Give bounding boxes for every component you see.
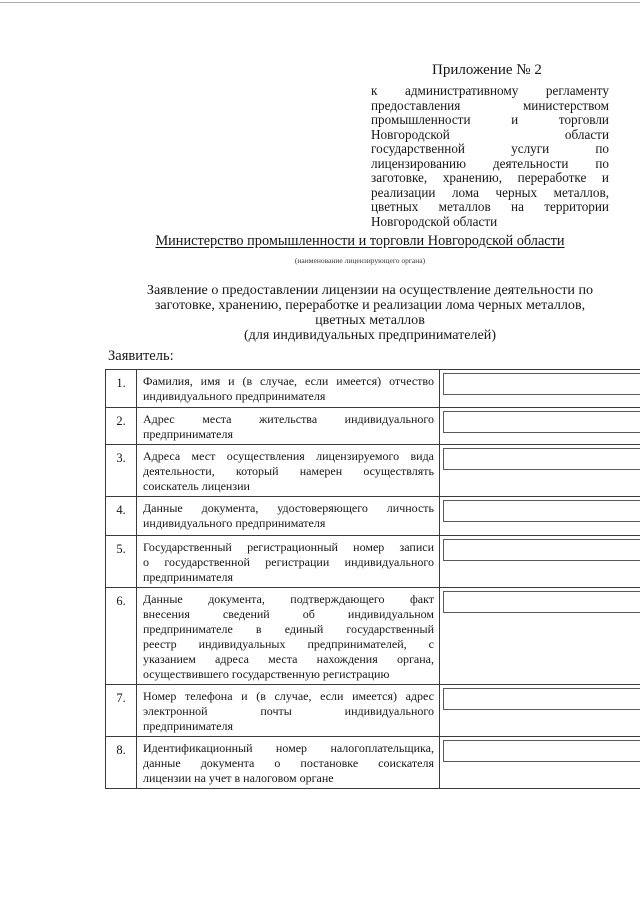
appendix-line: промышленности и торговли: [371, 113, 609, 127]
appendix-line: государственной услуги по: [371, 142, 609, 156]
row-description: [137, 370, 440, 408]
row-description-line: индивидуального предпринимателя: [143, 516, 326, 530]
applicant-form-table: [105, 369, 640, 789]
row-description: [137, 737, 440, 789]
appendix-line: к административному регламенту: [371, 84, 609, 98]
row-description-line: реестр индивидуальных предпринимателей, с: [143, 637, 434, 651]
row-number: 3.: [106, 445, 137, 497]
row-description-line: осуществившего государственную регистрацию: [143, 667, 390, 681]
row-description-line: лицензии на учет в налоговом органе: [143, 771, 334, 785]
row-description-line: соискатель лицензии: [143, 479, 250, 493]
row-value-field[interactable]: [443, 591, 640, 613]
row-description: [137, 588, 440, 685]
row-value-cell[interactable]: [440, 408, 640, 445]
statement-heading: [100, 283, 640, 343]
row-value-cell[interactable]: [440, 536, 640, 588]
row-description-line: о государственной регистрации индивидуального: [143, 555, 434, 569]
row-value-field[interactable]: [443, 448, 640, 470]
table-row: [106, 536, 640, 588]
row-number: 7.: [106, 685, 137, 737]
licensing-authority-caption: (наименование лицензирующего органа): [294, 256, 426, 265]
row-value-cell[interactable]: [440, 370, 640, 408]
row-number: 2.: [106, 408, 137, 445]
row-description: [137, 685, 440, 737]
scan-edge-line: [0, 2, 640, 3]
row-description-line: Данные документа, удостоверяющего личность: [143, 501, 434, 515]
row-description: [137, 445, 440, 497]
appendix-line: заготовке, хранению, переработке и: [371, 171, 609, 185]
row-description-line: указанием адреса места нахождения органа,: [143, 652, 434, 666]
row-value-field[interactable]: [443, 411, 640, 433]
row-description-line: предпринимателя: [143, 570, 233, 584]
row-description: [137, 497, 440, 536]
row-description-line: деятельности, который намерен осуществлять: [143, 464, 434, 478]
licensing-authority-name: Министерство промышленности и торговли Новгородской области: [155, 233, 565, 249]
row-value-field[interactable]: [443, 688, 640, 710]
row-description: [137, 536, 440, 588]
row-description-line: индивидуального предпринимателя: [143, 389, 326, 403]
row-value-field[interactable]: [443, 373, 640, 395]
table-row: [106, 588, 640, 685]
table-row: [106, 370, 640, 408]
row-description-line: Государственный регистрационный номер записи: [143, 540, 434, 554]
row-value-cell[interactable]: [440, 497, 640, 536]
statement-line: (для индивидуальных предпринимателей): [243, 327, 497, 343]
table-row: [106, 445, 640, 497]
appendix-line: Новгородской области: [371, 127, 609, 142]
table-row: [106, 497, 640, 536]
row-value-field[interactable]: [443, 500, 640, 522]
statement-line: заготовке, хранению, переработке и реализации лома черных металлов,: [154, 297, 586, 313]
appendix-line: цветных металлов на территории: [371, 200, 609, 214]
table-row: [106, 685, 640, 737]
row-number: 1.: [106, 370, 137, 408]
row-value-cell[interactable]: [440, 685, 640, 737]
table-row: [106, 737, 640, 789]
row-value-field[interactable]: [443, 539, 640, 561]
statement-line: Заявление о предоставлении лицензии на осуществление деятельности по: [146, 282, 594, 298]
row-value-cell[interactable]: [440, 737, 640, 789]
row-description-line: предпринимателя: [143, 427, 233, 441]
row-description-line: предпринимателя: [143, 719, 233, 733]
row-description-line: Данные документа, подтверждающего факт: [143, 592, 434, 606]
row-description-line: Адрес места жительства индивидуального: [143, 412, 434, 426]
row-description-line: Номер телефона и (в случае, если имеется) адрес: [143, 689, 434, 703]
appendix-line: лицензированию деятельности по: [371, 156, 609, 171]
statement-line: цветных металлов: [315, 312, 425, 328]
row-description-line: Фамилия, имя и (в случае, если имеется) отчество: [143, 374, 434, 388]
row-value-field[interactable]: [443, 740, 640, 762]
row-description-line: внесения сведений об индивидуальном: [143, 607, 434, 621]
row-value-cell[interactable]: [440, 588, 640, 685]
appendix-title: Приложение № 2: [432, 62, 542, 78]
licensing-authority: [80, 233, 640, 250]
appendix-line: реализации лома черных металлов,: [371, 185, 609, 200]
table-row: [106, 408, 640, 445]
row-description-line: Адреса мест осуществления лицензируемого вида: [143, 449, 434, 463]
appendix-body: [371, 84, 609, 229]
row-number: 5.: [106, 536, 137, 588]
row-value-cell[interactable]: [440, 445, 640, 497]
appendix-line: Новгородской области: [371, 214, 498, 229]
row-description-line: Идентификационный номер налогоплательщика,: [143, 741, 434, 755]
row-description: [137, 408, 440, 445]
row-number: 6.: [106, 588, 137, 685]
applicant-label: Заявитель:: [108, 348, 174, 364]
appendix-line: предоставления министерством: [371, 98, 609, 113]
row-description-line: данные документа о постановке соискателя: [143, 756, 434, 770]
row-number: 4.: [106, 497, 137, 536]
row-description-line: предпринимателе в единый государственный: [143, 622, 434, 636]
row-description-line: электронной почты индивидуального: [143, 704, 434, 718]
row-number: 8.: [106, 737, 137, 789]
